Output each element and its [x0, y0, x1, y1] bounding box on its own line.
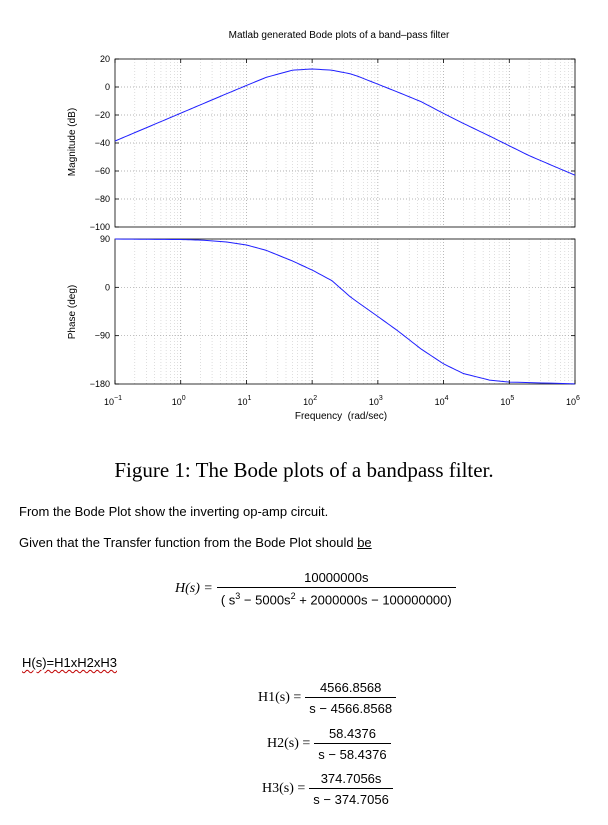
- equation-h3: [262, 771, 393, 807]
- equation-h2-denominator: s − 58.4376: [314, 743, 390, 762]
- equation-h1-numerator: 4566.8568: [319, 680, 382, 695]
- xtick-label: $10^3$: [368, 395, 383, 407]
- phase-axis-label: Phase (deg): [67, 284, 78, 340]
- instruction-line: From the Bode Plot show the inverting op-amp circuit.: [19, 504, 329, 519]
- magnitude-ytick-label: 20: [99, 54, 110, 64]
- equation-h-fraction: [217, 570, 456, 607]
- magnitude-ytick-label: −100: [89, 222, 110, 232]
- xtick-label: $10^0$: [171, 395, 186, 407]
- equation-h1-fraction: [305, 680, 396, 716]
- xtick-label: $10^5$: [500, 395, 515, 407]
- magnitude-axes: [90, 54, 575, 232]
- xtick-label: $10^1$: [237, 395, 252, 407]
- bode-title: Matlab generated Bode plots of a band–pass filter: [228, 30, 450, 41]
- phase-ytick-label: −90: [94, 330, 110, 341]
- equation-h2-fraction: [314, 726, 390, 762]
- equation-h1-denominator: s − 4566.8568: [305, 697, 396, 716]
- given-be: be: [357, 535, 372, 550]
- xtick-label: $10^{-1}$: [104, 395, 122, 407]
- equation-h: [175, 570, 456, 607]
- figure-caption: Figure 1: The Bode plots of a bandpass filter.: [114, 458, 494, 482]
- equation-h3-fraction: [309, 771, 393, 807]
- equation-h3-lhs: H3(s) =: [262, 781, 306, 796]
- equation-h3-numerator: 374.7056s: [320, 771, 382, 786]
- den-sup3: 3: [235, 591, 241, 601]
- equation-h2-numerator: 58.4376: [328, 726, 376, 741]
- phase-ytick-label: 0: [104, 282, 110, 293]
- phase-ytick-label: −180: [89, 379, 110, 389]
- magnitude-axis-label: Magnitude (dB): [67, 107, 78, 177]
- equation-h1: [258, 680, 396, 716]
- xtick-label: $10^4$: [434, 395, 449, 407]
- den-open: ( s: [220, 592, 236, 608]
- magnitude-ytick-label: −20: [94, 110, 110, 120]
- equation-h1-lhs: H1(s) =: [258, 690, 302, 705]
- equation-h-lhs: H(s) =: [175, 580, 213, 596]
- den-sup2: 2: [290, 591, 296, 601]
- magnitude-ytick-label: −80: [94, 194, 110, 204]
- den-mid: − 5000s: [240, 592, 291, 608]
- given-text: Given that the Transfer function from the Bode Plot should: [19, 535, 358, 550]
- equation-h-denominator: [217, 587, 456, 607]
- xtick-label: $10^2$: [303, 395, 318, 407]
- phase-axes: [90, 59, 580, 407]
- equation-h-numerator: 10000000s: [304, 570, 369, 585]
- xtick-label: $10^6$: [566, 395, 580, 407]
- equation-h3-denominator: s − 374.7056: [309, 788, 393, 807]
- phase-ytick-label: 90: [99, 234, 110, 244]
- equation-h2: [267, 726, 391, 762]
- equation-h2-lhs: H2(s) =: [267, 736, 311, 751]
- frequency-axis-label: Frequency (rad/sec): [294, 411, 388, 422]
- h-product-line: [22, 655, 117, 670]
- magnitude-ytick-label: −40: [94, 138, 110, 148]
- magnitude-ytick-label: −60: [94, 166, 110, 176]
- magnitude-ytick-label: 0: [104, 82, 110, 92]
- den-rest: + 2000000s − 100000000): [295, 592, 452, 608]
- given-line: [19, 535, 372, 550]
- h-product: H(s)=H1xH2xH3: [22, 655, 117, 670]
